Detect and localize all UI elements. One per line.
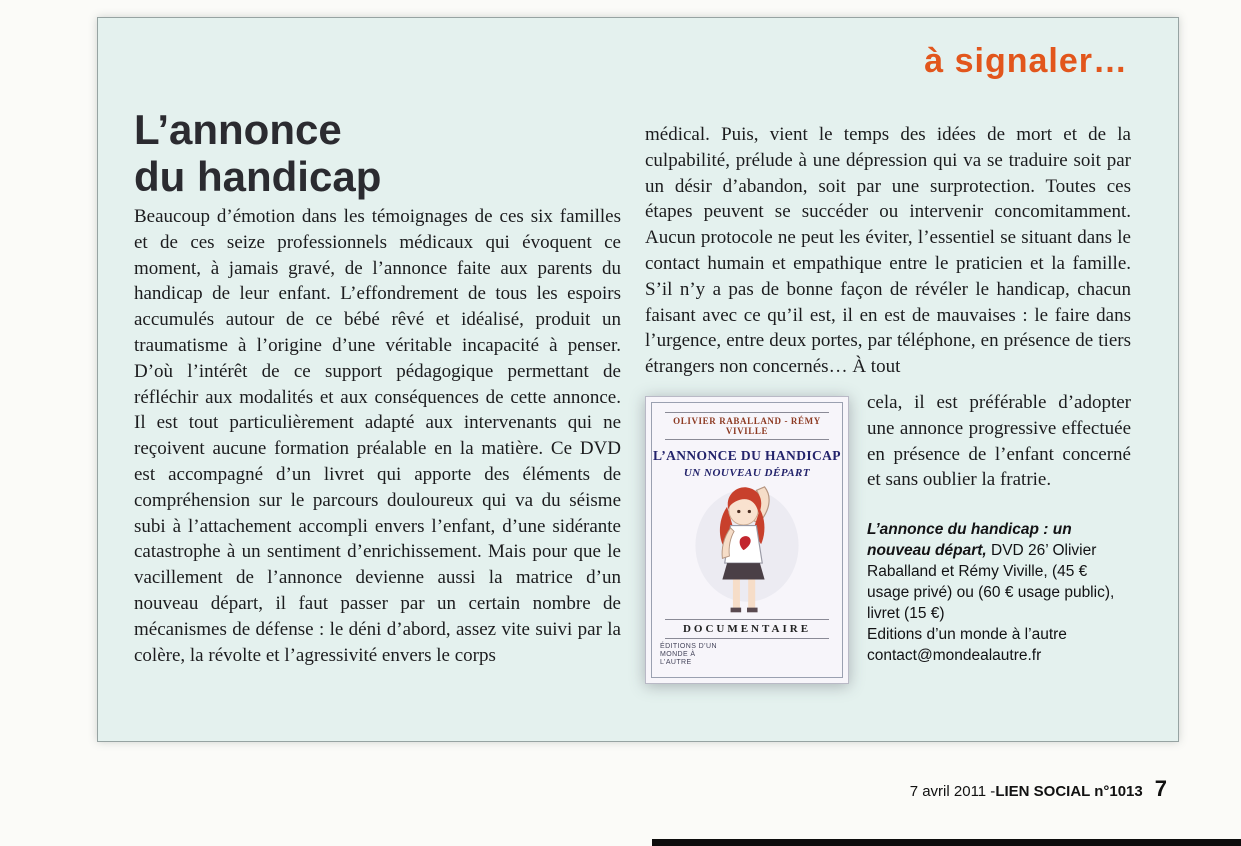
article-title-line1: L’annonce xyxy=(134,106,342,154)
right-column xyxy=(645,122,1131,688)
caption-publisher: Editions d’un monde à l’autre xyxy=(867,626,1067,644)
caption-email: contact@mondealautre.fr xyxy=(867,647,1042,665)
left-column xyxy=(134,204,621,668)
scanner-edge-artifact xyxy=(652,839,1241,846)
dvd-cover-publisher-logo: ÉDITIONS D’UN MONDE À L’AUTRE xyxy=(660,642,717,666)
article-title xyxy=(134,106,381,200)
section-label: à signaler… xyxy=(924,42,1128,80)
caption-details: DVD 26’ Olivier Raballand et Rémy Viville, (45 € usage privé) ou (60 € usage public), livret (15 €) xyxy=(867,542,1115,623)
magazine-page xyxy=(97,17,1179,742)
dvd-cover-title: L’ANNONCE DU HANDICAP xyxy=(653,447,841,463)
footer-date: 7 avril 2011 - xyxy=(909,783,996,800)
footer-journal-name: LIEN SOCIAL n°1013 xyxy=(995,783,1143,800)
dvd-cover-genre: DOCUMENTAIRE xyxy=(665,619,828,639)
article-body-left: Beaucoup d’émotion dans les témoignages de ces six familles et de ces seize professionnels médicaux qui évoquent ce moment, à jamais gravé, de l’annonce faite aux parents du handicap de leur enfant. L’effondrement de tous les espoirs accumulés autour de ce bébé rêvé et idéalisé, produit un traumatisme à l’origine d’une véritable incapacité à penser. D’où l’intérêt de ce support pédagogique permettant de réfléchir aux modalités et aux conséquences de cette annonce. Il est tout particulièrement adapté aux intervenants qui ne reçoivent aucune formation préalable en la matière. Ce DVD est accompagné d’un livret qui apporte des éléments de compréhension sur le parcours douloureux qui va du séisme subi à l’attachement accompli envers l’enfant, d’une sidérante catastrophe à un sentiment d’enrichissement. Mais pour que le vacillement de l’annonce devienne aussi la matrice d’un nouveau départ, il faut passer par un certain nombre de mécanismes de défense : le déni d’abord, assez vite suivi par la colère, la révolte et l’agressivité envers le corps xyxy=(134,206,621,666)
dvd-cover-subtitle: UN NOUVEAU DÉPART xyxy=(683,466,811,479)
article-body-wrap: cela, il est préférable d’adopter une annonce progressive effectuée en présence de l’enfant concerné et sans oublier la fratrie. xyxy=(867,391,1131,491)
dvd-cover xyxy=(645,396,849,684)
article-title-line2: du handicap xyxy=(134,153,382,201)
article-body-right: médical. Puis, vient le temps des idées de mort et de la culpabilité, prélude à une dépression qui va se traduire soit par un désir d’abandon, soit par une surprotection. Toutes ces étapes peuvent se succéder ou intervenir concomitamment. Aucun protocole ne peut les éviter, l’essentiel se situant dans le contact humain et empathique entre le praticien et la famille. S’il n’y a pas de bonne façon de révéler le handicap, chacun faisant avec ce qu’il est, il en est de mauvaises : le faire dans l’urgence, entre deux portes, par téléphone, en présence de tiers étrangers non concernés… À tout xyxy=(645,124,1131,378)
dvd-cover-frame xyxy=(651,402,843,678)
wrap-section xyxy=(645,390,1131,688)
dvd-cover-authors: OLIVIER RABALLAND - RÉMY VIVILLE xyxy=(665,412,828,440)
caption-title: L’annonce du handicap : un nouveau départ, xyxy=(867,521,1072,560)
dvd-cover-illustration xyxy=(688,481,806,619)
page-footer xyxy=(910,776,1167,802)
footer-page-number: 7 xyxy=(1154,776,1167,801)
